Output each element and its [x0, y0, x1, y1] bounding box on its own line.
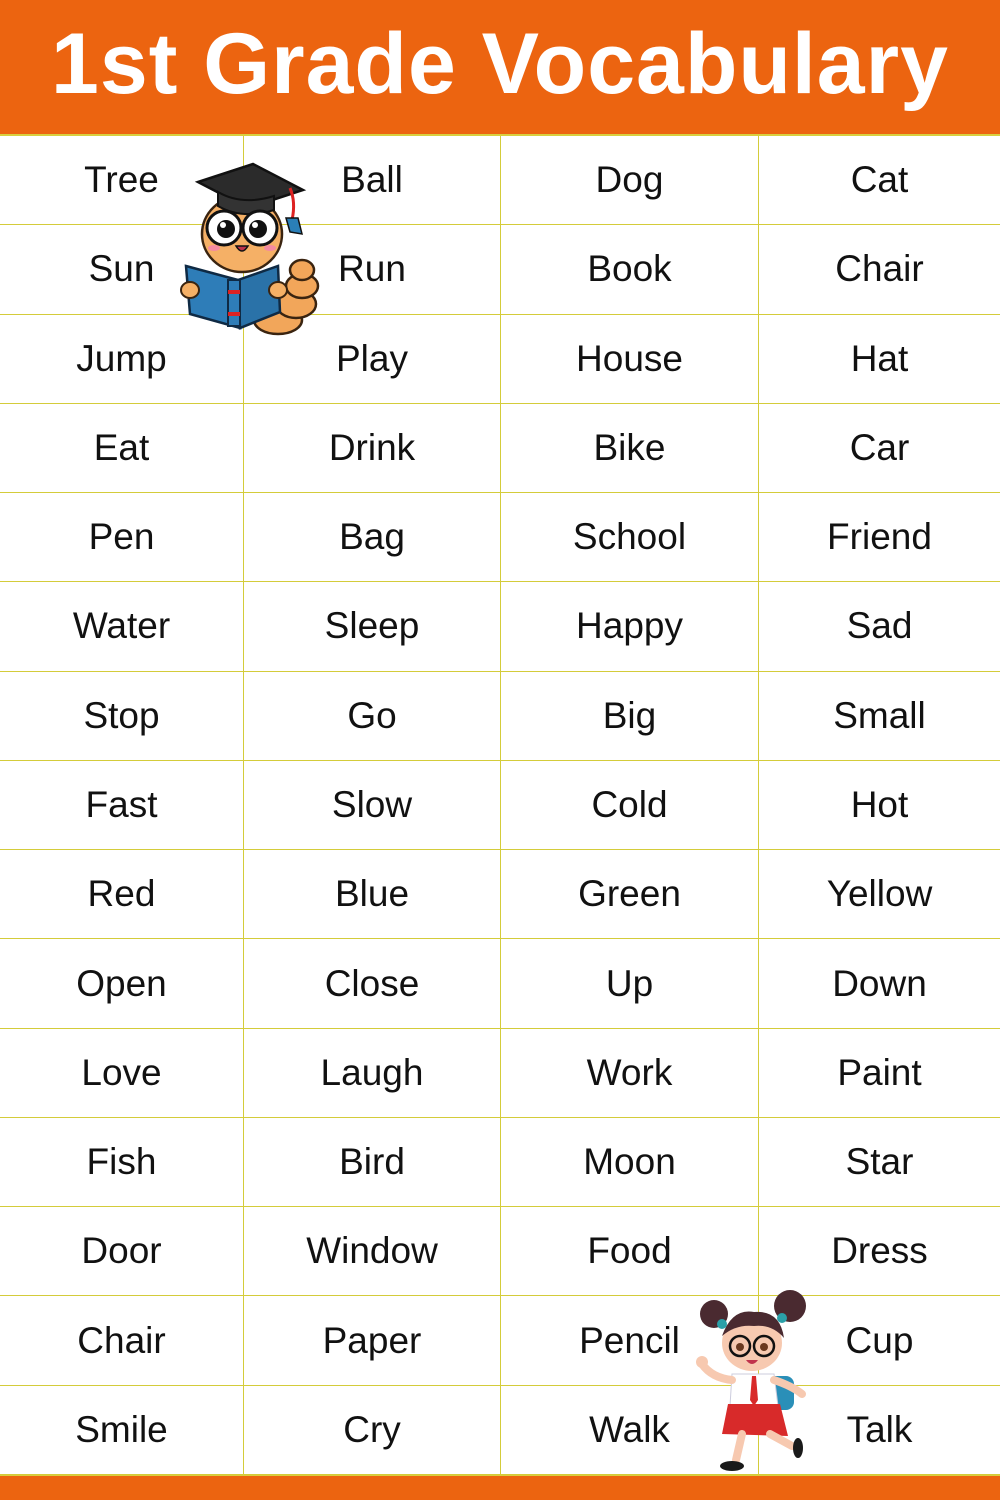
- vocab-cell: Pencil: [501, 1296, 759, 1385]
- vocab-cell: Go: [244, 672, 501, 761]
- vocab-cell: Close: [244, 939, 501, 1028]
- vocab-cell: Star: [759, 1118, 1000, 1207]
- vocab-cell: Paint: [759, 1029, 1000, 1118]
- vocab-cell: House: [501, 315, 759, 404]
- vocab-cell: Up: [501, 939, 759, 1028]
- vocab-cell: School: [501, 493, 759, 582]
- vocab-cell: Cold: [501, 761, 759, 850]
- vocab-cell: Slow: [244, 761, 501, 850]
- vocab-cell: Stop: [0, 672, 244, 761]
- vocab-cell: Play: [244, 315, 501, 404]
- vocab-cell: Sleep: [244, 582, 501, 671]
- vocab-cell: Car: [759, 404, 1000, 493]
- vocab-cell: Run: [244, 225, 501, 314]
- vocab-cell: Hat: [759, 315, 1000, 404]
- vocab-cell: Green: [501, 850, 759, 939]
- vocab-cell: Ball: [244, 136, 501, 225]
- vocab-cell: Dress: [759, 1207, 1000, 1296]
- vocab-cell: Chair: [0, 1296, 244, 1385]
- vocab-cell: Paper: [244, 1296, 501, 1385]
- vocab-cell: Book: [501, 225, 759, 314]
- title-banner: [0, 0, 1000, 136]
- vocab-cell: Drink: [244, 404, 501, 493]
- vocab-cell: Hot: [759, 761, 1000, 850]
- page-title: 1st Grade Vocabulary: [51, 16, 949, 112]
- vocab-cell: Happy: [501, 582, 759, 671]
- vocab-cell: Open: [0, 939, 244, 1028]
- vocab-cell: Pen: [0, 493, 244, 582]
- vocab-cell: Smile: [0, 1386, 244, 1475]
- footer-bar: [0, 1475, 1000, 1500]
- vocab-cell: Laugh: [244, 1029, 501, 1118]
- vocab-cell: Chair: [759, 225, 1000, 314]
- vocab-cell: Fish: [0, 1118, 244, 1207]
- vocab-cell: Blue: [244, 850, 501, 939]
- vocab-cell: Dog: [501, 136, 759, 225]
- vocab-cell: Bag: [244, 493, 501, 582]
- vocab-cell: Cup: [759, 1296, 1000, 1385]
- vocab-cell: Cry: [244, 1386, 501, 1475]
- vocab-cell: Love: [0, 1029, 244, 1118]
- vocab-cell: Cat: [759, 136, 1000, 225]
- vocab-cell: Talk: [759, 1386, 1000, 1475]
- vocab-cell: Eat: [0, 404, 244, 493]
- vocab-cell: Window: [244, 1207, 501, 1296]
- vocab-cell: Water: [0, 582, 244, 671]
- vocab-cell: Sad: [759, 582, 1000, 671]
- vocab-cell: Yellow: [759, 850, 1000, 939]
- vocab-cell: Bird: [244, 1118, 501, 1207]
- vocab-cell: Work: [501, 1029, 759, 1118]
- vocab-cell: Big: [501, 672, 759, 761]
- vocab-cell: Fast: [0, 761, 244, 850]
- vocab-cell: Red: [0, 850, 244, 939]
- vocabulary-table: [0, 136, 1000, 1475]
- vocab-cell: Down: [759, 939, 1000, 1028]
- vocab-cell: Walk: [501, 1386, 759, 1475]
- vocab-cell: Bike: [501, 404, 759, 493]
- vocab-cell: Jump: [0, 315, 244, 404]
- vocab-cell: Food: [501, 1207, 759, 1296]
- vocab-cell: Sun: [0, 225, 244, 314]
- vocab-cell: Small: [759, 672, 1000, 761]
- vocab-cell: Door: [0, 1207, 244, 1296]
- vocab-cell: Moon: [501, 1118, 759, 1207]
- vocab-cell: Friend: [759, 493, 1000, 582]
- vocab-cell: Tree: [0, 136, 244, 225]
